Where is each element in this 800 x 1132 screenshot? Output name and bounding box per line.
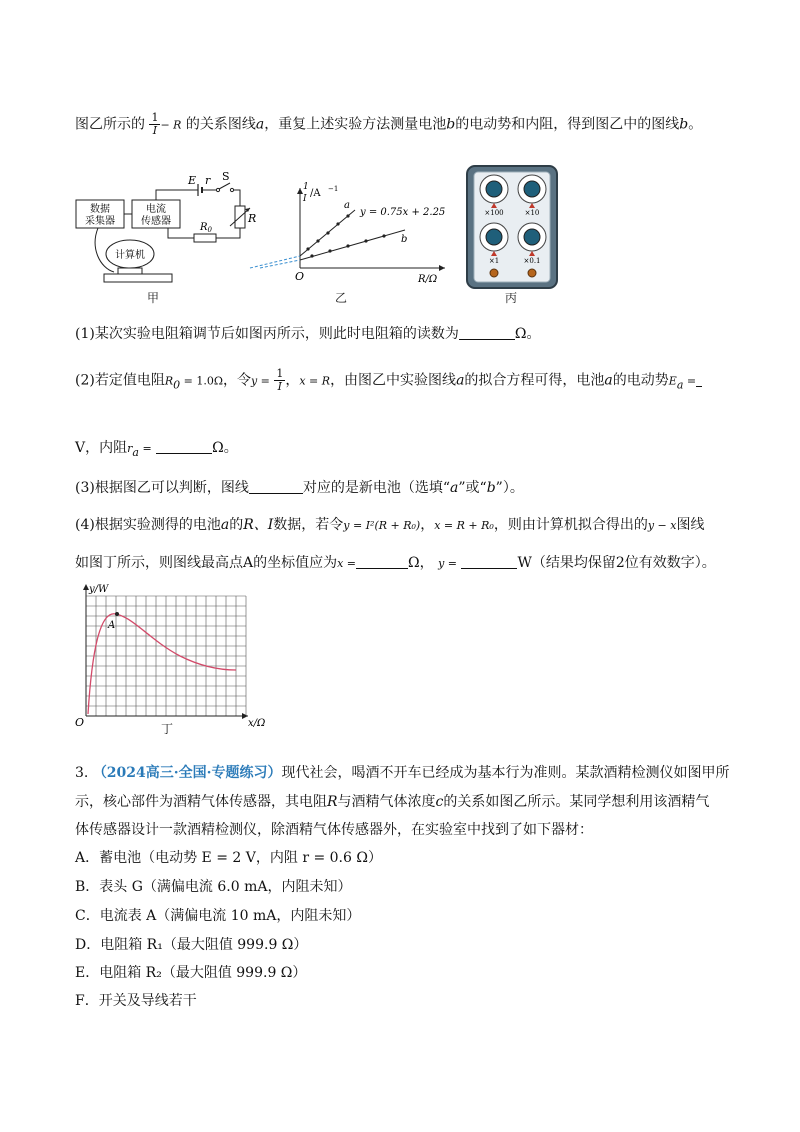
option-D: D．电阻箱 R₁（最大阻值 999.9 Ω）	[75, 937, 308, 953]
yi-ylabel-num: 1	[303, 182, 309, 192]
question-2-line2	[75, 438, 238, 463]
q4-text6: 图线	[676, 517, 705, 533]
intro-text3: 的电动势和内阻，得到图乙中的图线	[455, 116, 680, 133]
yi-b-pt-5	[382, 234, 385, 237]
caption-bing: 丙	[505, 291, 518, 305]
yi-xlabel: R/Ω	[418, 274, 438, 285]
q3-text1: (3)根据图乙可以判断，图线	[75, 480, 249, 496]
yi-a-pt-4	[336, 222, 339, 225]
option-A: A．蓄电池（电动势 E = 2 V，内阻 r = 0.6 Ω）	[75, 850, 382, 866]
caption-yi: 乙	[335, 291, 348, 305]
question-3	[75, 478, 524, 498]
q2-ra-sub: a	[132, 445, 139, 459]
ding-label-A: A	[108, 620, 116, 631]
ding-point-A	[115, 612, 119, 616]
box1-line2: 采集器	[85, 216, 115, 227]
caption-ding: 丁	[161, 722, 174, 736]
yi-b-pt-2	[328, 249, 331, 252]
label-R0-sub: 0	[207, 226, 212, 234]
q2-text2: ，令	[222, 372, 251, 389]
q2-text4: ，由图乙中实验图线	[330, 372, 457, 389]
box1-line1: 数据	[90, 204, 110, 215]
yi-origin: O	[295, 270, 305, 283]
yi-ylabel-den: I	[303, 194, 307, 204]
wire-r0-sensor	[168, 228, 194, 238]
figure-ding-graph	[70, 580, 285, 730]
yi-ylabel: /A	[310, 188, 321, 199]
q2-Ea-sub: a	[676, 378, 684, 392]
p3-number: 3.	[75, 765, 89, 781]
yi-a-pt-2	[316, 239, 319, 242]
ding-xlabel: x/Ω	[248, 718, 266, 729]
q2-frac-den: I	[277, 380, 283, 393]
caption-jia: 甲	[147, 291, 160, 305]
q4-x-eq: x =	[337, 557, 357, 570]
yi-equation: y = 0.75x + 2.25	[360, 207, 446, 218]
switch-contact-2	[230, 188, 233, 191]
q4-text3: 数据，若令	[273, 517, 344, 533]
yi-line-b	[300, 230, 408, 260]
p3-R: R	[327, 794, 338, 810]
q4-line2-1: 如图丁所示，则图线最高点A的坐标值应为	[75, 555, 338, 571]
q2-frac-num: 1	[276, 367, 284, 380]
p3-line2-1: 示，核心部件为酒精气体传感器，其电阻	[75, 794, 327, 810]
q2-R0-val: = 1.0Ω	[180, 374, 223, 388]
q3-mid: ”或“	[458, 480, 487, 496]
intro-end: 。	[688, 116, 703, 133]
q2-text1: (2)若定值电阻	[75, 372, 165, 389]
box2-line2: 传感器	[141, 216, 171, 227]
knob-x01-center	[524, 229, 540, 245]
yi-ylabel-exp: −1	[328, 185, 339, 193]
q4-RI: R、I	[243, 517, 274, 533]
q1-text: (1)某次实验电阻箱调节后如图丙所示，则此时电阻箱的读数为	[75, 326, 459, 342]
q3-text2: 对应的是新电池（选填“	[302, 480, 451, 496]
box2-line1: 电流	[146, 204, 166, 215]
knob-x10-center	[524, 181, 540, 197]
question-1	[75, 324, 540, 344]
q2-a: a	[456, 372, 465, 389]
yi-a-pt-3	[326, 231, 329, 234]
q4-text2: 的	[229, 517, 244, 533]
q2-ea-answer-blank[interactable]	[696, 372, 702, 387]
yi-a-pt-5	[346, 214, 349, 217]
option-F: F．开关及导线若干	[75, 993, 197, 1009]
yi-b-pt-4	[364, 239, 367, 242]
figure-bing-resistance-box	[466, 165, 558, 289]
q4-x-expr: x = R + R₀	[434, 519, 494, 532]
q2-y-eq: y =	[250, 374, 270, 388]
p3-line3: 体传感器设计一款酒精检测仪，除酒精气体传感器外，在实验室中找到了如下器材：	[75, 822, 593, 838]
question-4-line1	[75, 515, 704, 536]
q2-R0-sub: 0	[173, 378, 181, 392]
frac-num: 1	[151, 111, 159, 124]
switch-lever	[219, 183, 230, 189]
label-R0	[199, 222, 213, 234]
computer-stand	[118, 268, 142, 274]
label-S: S	[222, 170, 230, 183]
problem-3-line3	[75, 820, 593, 840]
q4-y-expr: y = I²(R + R₀)	[343, 519, 421, 532]
q4-x-answer-blank[interactable]	[356, 554, 408, 569]
wire-right-bottom	[216, 228, 240, 238]
q4-text1: (4)根据实验测得的电池	[75, 517, 221, 533]
option-E: E．电阻箱 R₂（最大阻值 999.9 Ω）	[75, 965, 307, 981]
p3-line2-3: 的关系如图乙所示。某同学想利用该酒精气	[443, 794, 710, 810]
q1-answer-blank[interactable]	[459, 325, 515, 340]
label-R: R	[248, 212, 257, 225]
q2-x-eq: x = R	[299, 374, 331, 388]
q4-text4: ，	[420, 517, 435, 533]
q2-text3: ，	[285, 372, 300, 389]
question-4-line2	[75, 553, 716, 574]
intro-b2: b	[679, 116, 689, 133]
q3-b: b	[486, 480, 496, 496]
yi-x-arrow	[439, 265, 445, 271]
knob-x10-label: ×10	[524, 209, 540, 217]
p3-line2-2: 与酒精气体浓度	[337, 794, 436, 810]
q3-end: ”）。	[495, 480, 524, 496]
q4-y-eq: y =	[438, 557, 458, 570]
q2-fraction	[274, 368, 285, 393]
keyboard	[104, 274, 172, 282]
q2-unit2: Ω。	[212, 440, 238, 456]
q4-y-answer-blank[interactable]	[461, 554, 517, 569]
q1-unit: Ω。	[514, 326, 541, 342]
q2-a2: a	[604, 372, 613, 389]
label-R0-main: R	[200, 222, 208, 233]
option-B: B．表头 G（满偏电流 6.0 mA，内阻未知）	[75, 879, 352, 895]
knob-x01-label: ×0.1	[523, 257, 541, 265]
label-E: E	[188, 174, 197, 187]
option-C: C．电流表 A（满偏电流 10 mA，内阻未知）	[75, 908, 361, 924]
q2-ra-eq: =	[138, 442, 152, 455]
q2-line2-start: V，内阻	[75, 440, 128, 456]
q4-unit-x: Ω，	[408, 555, 434, 571]
computer-label: 计算机	[115, 250, 145, 261]
intro-line	[75, 112, 702, 137]
intro-fraction	[149, 112, 160, 137]
q2-R0: R	[164, 374, 174, 388]
q2-text6: 的电动势	[612, 372, 669, 389]
p3-source[interactable]: （2024高三·全国·专题练习）	[92, 765, 282, 781]
problem-3-line2	[75, 792, 709, 812]
figure-jia-circuit	[70, 168, 257, 303]
q4-unit-y: W（结果均保留2位有效数字）。	[517, 555, 716, 571]
yi-dash-a	[250, 256, 300, 268]
knob-x100-label: ×100	[484, 209, 504, 217]
knob-x100-center	[486, 181, 502, 197]
q2-Ea: E	[668, 374, 677, 388]
ding-origin: O	[75, 716, 85, 729]
figure-yi-graph	[250, 168, 455, 293]
intro-b: b	[446, 116, 456, 133]
q3-a: a	[450, 480, 459, 496]
p3-line1: 现代社会，喝酒不开车已经成为基本行为准则。某款酒精检测仪如图甲所	[281, 765, 730, 781]
wire-right-top	[234, 190, 240, 206]
frac-tail: − R	[160, 118, 182, 132]
ding-ylabel: y/W	[89, 584, 109, 595]
q2-Ea-eq: =	[683, 374, 697, 388]
knob-x1-label: ×1	[488, 257, 500, 265]
wire-top-left	[156, 190, 198, 200]
yi-b-pt-1	[310, 254, 313, 257]
terminal-1	[490, 269, 498, 277]
yi-a-pt-1	[306, 247, 309, 250]
label-r: r	[205, 174, 211, 187]
question-2-line1	[75, 368, 702, 395]
q4-yx: y − x	[647, 519, 677, 532]
intro-text2: ，重复上述实验方法测量电池	[264, 116, 447, 133]
intro-a: a	[255, 116, 265, 133]
yi-label-a: a	[344, 200, 350, 211]
knob-x1-center	[486, 229, 502, 245]
intro-text: 的关系图线	[185, 116, 256, 133]
q4-text5: ，则由计算机拟合得出的	[493, 517, 648, 533]
wire-computer	[95, 228, 114, 272]
q2-text5: 的拟合方程可得，电池	[464, 372, 605, 389]
problem-3-line1	[75, 763, 730, 783]
q2-ra: r	[127, 442, 133, 455]
frac-den: I	[152, 124, 158, 137]
q2-ra-answer-blank[interactable]	[156, 439, 212, 454]
intro-prefix: 图乙所示的	[75, 116, 145, 133]
p3-c: c	[435, 794, 444, 810]
q3-answer-blank[interactable]	[249, 479, 303, 494]
yi-label-b: b	[401, 234, 408, 245]
terminal-2	[528, 269, 536, 277]
yi-b-pt-3	[346, 244, 349, 247]
resistor-R0	[194, 234, 216, 242]
q4-a: a	[220, 517, 230, 533]
